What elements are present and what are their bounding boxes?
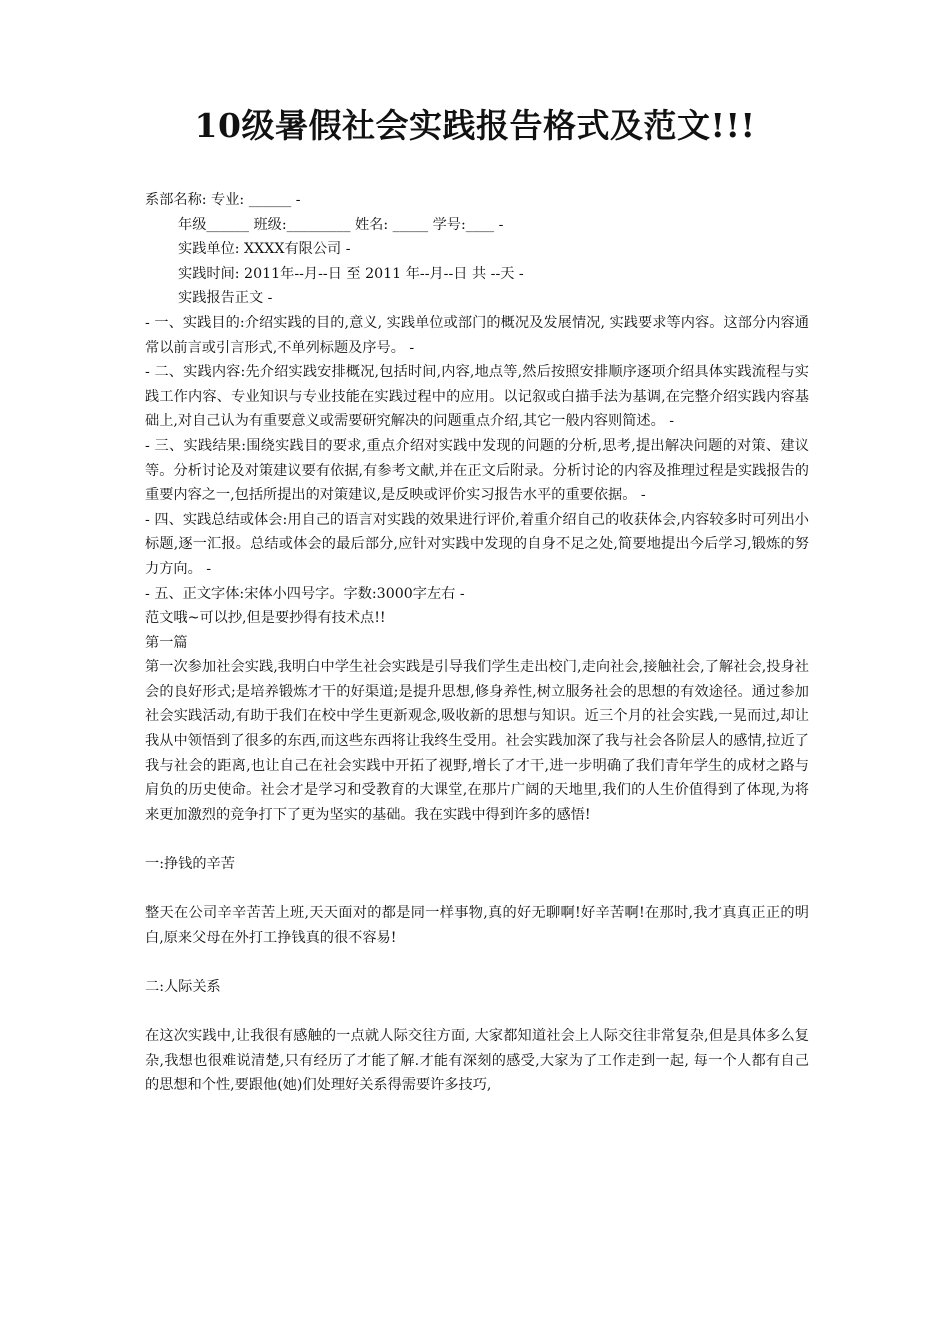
part-label: 第一篇 bbox=[145, 634, 188, 651]
header-line-time: 实践时间: 2011年--月--日 至 2011 年--月--日 共 --天 - bbox=[178, 265, 524, 282]
document-title: 10级暑假社会实践报告格式及范文!!! bbox=[194, 106, 756, 145]
document-body bbox=[145, 188, 809, 1098]
section-content: - 二、实践内容:先介绍实践安排概况,包括时间,内容,地点等,然后按照安排顺序逐项介绍具体实践流程与实践工作内容、专业知识与专业技能在实践过程中的应用。以记叙或白描手法为基调,在完整介绍实践内容基础上,对自己认为有重要意义或需要研究解决的问题重点介绍,其它一般内容则简述。 - bbox=[145, 364, 809, 430]
spacer bbox=[145, 950, 809, 975]
heading-earning-money: 一:挣钱的辛苦 bbox=[145, 856, 235, 873]
section-purpose: - 一、实践目的:介绍实践的目的,意义, 实践单位或部门的概况及发展情况, 实践要求等内容。这部分内容通常以前言或引言形式,不单列标题及序号。 - bbox=[145, 314, 809, 356]
paragraph-relationships: 在这次实践中,让我很有感触的一点就人际交往方面, 大家都知道社会上人际交往非常复杂,但是具体多么复杂,我想也很难说清楚,只有经历了才能了解.才能有深刻的感受,大家为了工作走到一起, 每一个人都有自己的思想和个性,要跟他(她)们处理好关系得需要许多技巧, bbox=[145, 1028, 809, 1094]
spacer bbox=[145, 877, 809, 902]
section-results: - 三、实践结果:围绕实践目的要求,重点介绍对实践中发现的问题的分析,思考,提出解决问题的对策、建议等。分析讨论及对策建议要有依据,有参考文献,并在正文后附录。分析讨论的内容及推理过程是实践报告的重要内容之一,包括所提出的对策建议,是反映或评价实习报告水平的重要依据。 - bbox=[145, 437, 809, 504]
paragraph-earning-money: 整天在公司辛辛苦苦上班,天天面对的都是同一样事物,真的好无聊啊!好辛苦啊!在那时,我才真真正正的明白,原来父母在外打工挣钱真的很不容易! bbox=[145, 905, 809, 946]
header-line-grade: 年级______ 班级:_________ 姓名: _____ 学号:____ - bbox=[178, 216, 504, 233]
heading-relationships: 二:人际关系 bbox=[145, 979, 221, 995]
spacer bbox=[145, 1000, 809, 1025]
header-line-department: 系部名称: 专业: ______ - bbox=[145, 192, 301, 208]
section-summary: - 四、实践总结或体会:用自己的语言对实践的效果进行评价,着重介绍自己的收获体会,内容较多时可列出小标题,逐一汇报。总结或体会的最后部分,应针对实践中发现的自身不足之处,简要地提出今后学习,锻炼的努力方向。 - bbox=[145, 511, 809, 577]
intro-paragraph: 第一次参加社会实践,我明白中学生社会实践是引导我们学生走出校门,走向社会,接触社会,了解社会,投身社会的良好形式;是培养锻炼才干的好渠道;是提升思想,修身养性,树立服务社会的思想的有效途径。通过参加社会实践活动,有助于我们在校中学生更新观念,吸收新的思想与知识。近三个月的社会实践,一晃而过,却让我从中领悟到了很多的东西,而这些东西将让我终生受用。社会实践加深了我与社会各阶层人的感情,拉近了我与社会的距离,也让自己在社会实践中开拓了视野,增长了才干,进一步明确了我们青年学生的成材之路与肩负的历史使命。社会才是学习和受教育的大课堂,在那片广阔的天地里,我们的人生价值得到了体现,为将来更加激烈的竞争打下了更为坚实的基础。我在实践中得到许多的感悟! bbox=[145, 659, 809, 823]
header-line-unit: 实践单位: XXXX有限公司 - bbox=[178, 241, 351, 258]
section-font: - 五、正文字体:宋体小四号字。字数:3000字左右 - bbox=[145, 585, 465, 602]
spacer bbox=[145, 827, 809, 852]
sample-note: 范文哦~可以抄,但是要抄得有技术点!! bbox=[145, 610, 386, 627]
header-line-body-label: 实践报告正文 - bbox=[178, 290, 273, 307]
